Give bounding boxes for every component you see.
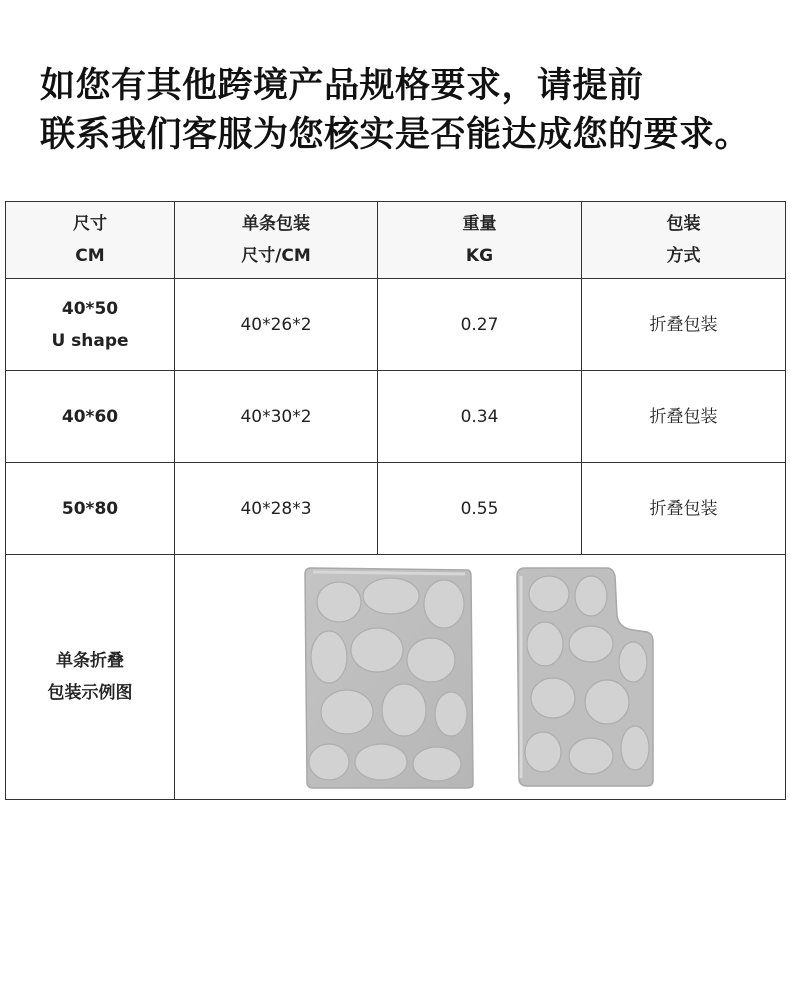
header-pack-size: 单条包装 尺寸/CM [175, 202, 378, 279]
cell-pack-method: 折叠包装 [582, 279, 786, 371]
table-row [6, 371, 786, 463]
cell-pack-size: 40*26*2 [175, 279, 378, 371]
notice-text [40, 62, 780, 160]
image-row [6, 555, 786, 800]
cell-weight: 0.27 [378, 279, 582, 371]
folded-mat-u-shape-image [511, 562, 661, 792]
spec-table [5, 201, 786, 800]
cell-pack-method: 折叠包装 [582, 463, 786, 555]
table-row [6, 279, 786, 371]
table-row [6, 463, 786, 555]
cell-pack-method: 折叠包装 [582, 371, 786, 463]
cell-pack-size: 40*30*2 [175, 371, 378, 463]
image-row-label: 单条折叠 包装示例图 [6, 555, 175, 800]
notice-line-2: 联系我们客服为您核实是否能达成您的要求。 [40, 115, 751, 155]
cell-size: 40*60 [6, 371, 175, 463]
notice-line-1: 如您有其他跨境产品规格要求，请提前 [40, 66, 644, 106]
table-header-row [6, 202, 786, 279]
folded-mat-rectangle-image [299, 562, 479, 792]
header-size: 尺寸 CM [6, 202, 175, 279]
header-pack-method: 包装 方式 [582, 202, 786, 279]
product-photos [175, 555, 786, 800]
cell-weight: 0.55 [378, 463, 582, 555]
cell-size: 40*50 U shape [6, 279, 175, 371]
cell-pack-size: 40*28*3 [175, 463, 378, 555]
cell-weight: 0.34 [378, 371, 582, 463]
header-weight: 重量 KG [378, 202, 582, 279]
cell-size: 50*80 [6, 463, 175, 555]
